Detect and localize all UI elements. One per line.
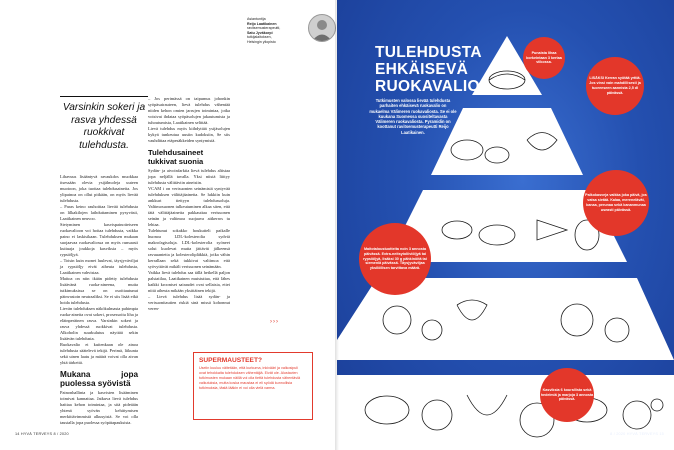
page-title: TULEHDUSTA EHKÄISEVÄ RUOKAVALIO [375, 44, 482, 95]
column-1: Lihavuus lisääntyvä ravaukdos muokkaa itsessään olevia ysijälmoleja uuteen muotoon, joka tuottaa tulehdusaineita. Jos ylipainoa on ollut pitkään, on myös lievää tulehdusta. – Paras keino rauhoittaa lievää tulehdusta on lilkakilojen laihduttaminen pysyvästi, Laatikainen neuvoo. Sietyminen kasvispainotteiseen ruokavalioon voi hoitaa tulehdusta, vaikka paino ei laskisikaan. Tulehduksen mukaan suojaavaa ruokavaliossa on myös runsaasti kuituaja joukkoja kasviksia – myös rypsiöljyä. – Toisin kuin monet luulevat, täysjyväviljat ja rypsiöljy eivät aiheuta tulehdusta, Laatikainen vahvistaa. Maitoa on niin ikään pidetty tulehdusta lisäävänä ruoka-aineena, mutta tutkimuksissa se on osoittautunut päinvastoin neutraaliksi. Se ei siis lisää eikä hoida tulehdusta. Lievän tulehduksen näkökulmasta pahimpia ruoka-aineita ovat sokeri, prosessoitu liha ja eläinperäinen rasva. Varsinkin sokeri ja rasva yhdessä ruokkivat tulehdusta. Alkoholin suurkulutus näyttää sekin lisäävän tulehdusta. Ruokavalio ei kuitenkaan ole ainoa tulehdusta säätelevä tekijä. Perimä, liikunta sekä uinen laatu ja määrä voivat olla aivan yhtä tärkeitä. Mukana jopa puolessa syövistä Painonhallinta ja kasvisten lisääminen toimivat kannattaa. Jatkuva lievä tulehdus haittaa kehon toimintaa, ja sitä pidetään yhtenä syövän kehittymisen merkittävimmistä alkusyistä. Se voi olla taustalla jopa puolessa syöpätapauksista. [60, 174, 138, 425]
pull-quote: Varsinkin sokeri ja rasva yhdessä ruokkivat tulehdusta. [60, 96, 148, 152]
subheading-arteries: Tulehdusaineet tukkivat suonia [148, 148, 204, 166]
intro-text: Tutkimusten valossa lievää tulehdusta parhaiten ehkäisevä ruokavalio on mukaelma Välimeren ruokavaliosta. Se ei ole kuukana Suomessa suositeltavasta Välimeren ruokavaliosta. Pyramidin on koottanut ravitsemusterapeutti Reijo Laatikainen. [369, 98, 457, 135]
factbox-title: SUPERMAUSTEET? [199, 357, 263, 364]
bubble-vegetables: Kasviksia 6 kourallista sekä hedelmiä ja marjoja 3 annosta päivässä. [540, 368, 594, 422]
bubble-legumes-fish: Palkokasveja vaikka joka päivä, jos vatsa sietää. Kalaa, merenelävät, kanaa, perunaa sekä kananmunaa useasti päivässä. [583, 170, 649, 236]
subheading-cancer: Mukana jopa puolessa syövistä [60, 370, 138, 388]
continue-arrow: ››› [270, 319, 279, 325]
expert-credit: Asiantuntija Reijo Laatikainen ravitsemusterapeutti, Satu Jyväkorpi tutkijalaitoksen, Helsingin yliopisto [247, 17, 281, 44]
bubble-extras: LISÄKSI Kerran syötää yrttiä. Jos vinsi vain mahdillisesti ja tuoreeseen aannista 2,5 dl päivässä. [586, 57, 644, 115]
bubble-red-meat: Punaista lihaa korkeintaan 3 kertaa viikossa. [523, 37, 565, 79]
factbox-body: Useiin kuuluu väitetään, että kurkuma, inkivääri ja valkosipuli ovat tehokkaita tulehduksen vähentäjiä. Eivät ole. Alustavien tutkimusten mukaan näillä voi olla tiettä tulehdusta vähentäviä vaikutuksia, mutta koska maustaa ei eli syödä kunnollisia tutkimuksia, tästä lääkin ei voi olla vielä varma. [199, 366, 301, 390]
bubble-dairy-oils: Maitotaloustuotteita noin 3 annosta päivässä. Extra-neitsytoliiviöljyä tai rypsiöljyä, lisäksi 30 g pähkinöitä tai siemeniä päivässä. Täysjyväviljaa yksilöllisen tarvittava määrä. [359, 223, 431, 295]
column-2: – Jos perimässä on taipumus johonkin syöpäsairauteen, lievä tulehdus vähentää niiden kehon omien jarrujen toimintaa, jotka voisivat ihdataa syöpäsolujen jakautumista ja tuhoutumista, Laatikainen selittää. Lievä tulehdus myös kiihdyttää ysijäsolujen kykyä tunkeutua uusiin kudoksiin, Se siis vauhdittaa etäpesäkkeiden syntymistä. Tulehdusaineet tukkivat suonia Sydän- ja aivoinfarktia lievä tulehdus altistaa jopa neljällä tavalla. Yksi niistä liittyy tulehdusta välittäviin aineisiin. VCAM i on verisuonten seinämistä syntyvää tulehduksen välittäjäainetta. Se lukkiin kuin ankkuri tiettyyn tulehdussoluja. Valtimosuonen tulkeutuminen alkaa siten, että tätä välittäjäainetta pakkauttaa verisuonen seinän ja valtimoa suojaava aitkerros tu lehtaa. Tulehtunut sokakko houkutteli paikalle huonoa LDL-kolesterolia sydviä makrofagisoluja. LDL-kolesterolia syöneet solut kuolevat mutta jättävät jälkeensä ravuuantetta ja kolesterolipläkkiä, jotka vähin kerrallaan sekä tukkivat valtimoa että syövyttävät mikäli verisuonen seinämään. Vaikka lievä tulehdus saa tällä hetkellä paljon palstatilaa, Laatikainen muistuttaa, että lähes kaikki krooniset sairaudet ovat sellaisia, ettei niitä aiheuta mikään yksittäinen tekijä. – Lievä tulehdus lisää sydän- ja verisuonitautien riskiä sinä missä kohonnut veren- [148, 96, 230, 311]
spices-factbox [193, 352, 313, 420]
expert-avatar [308, 14, 336, 42]
folio-right: 8 / 2020 HYVÄ TERVEYS 15 [610, 432, 664, 436]
spine-gutter [335, 0, 339, 450]
folio-left: 14 HYVÄ TERVEYS 8 / 2020 [15, 432, 69, 436]
